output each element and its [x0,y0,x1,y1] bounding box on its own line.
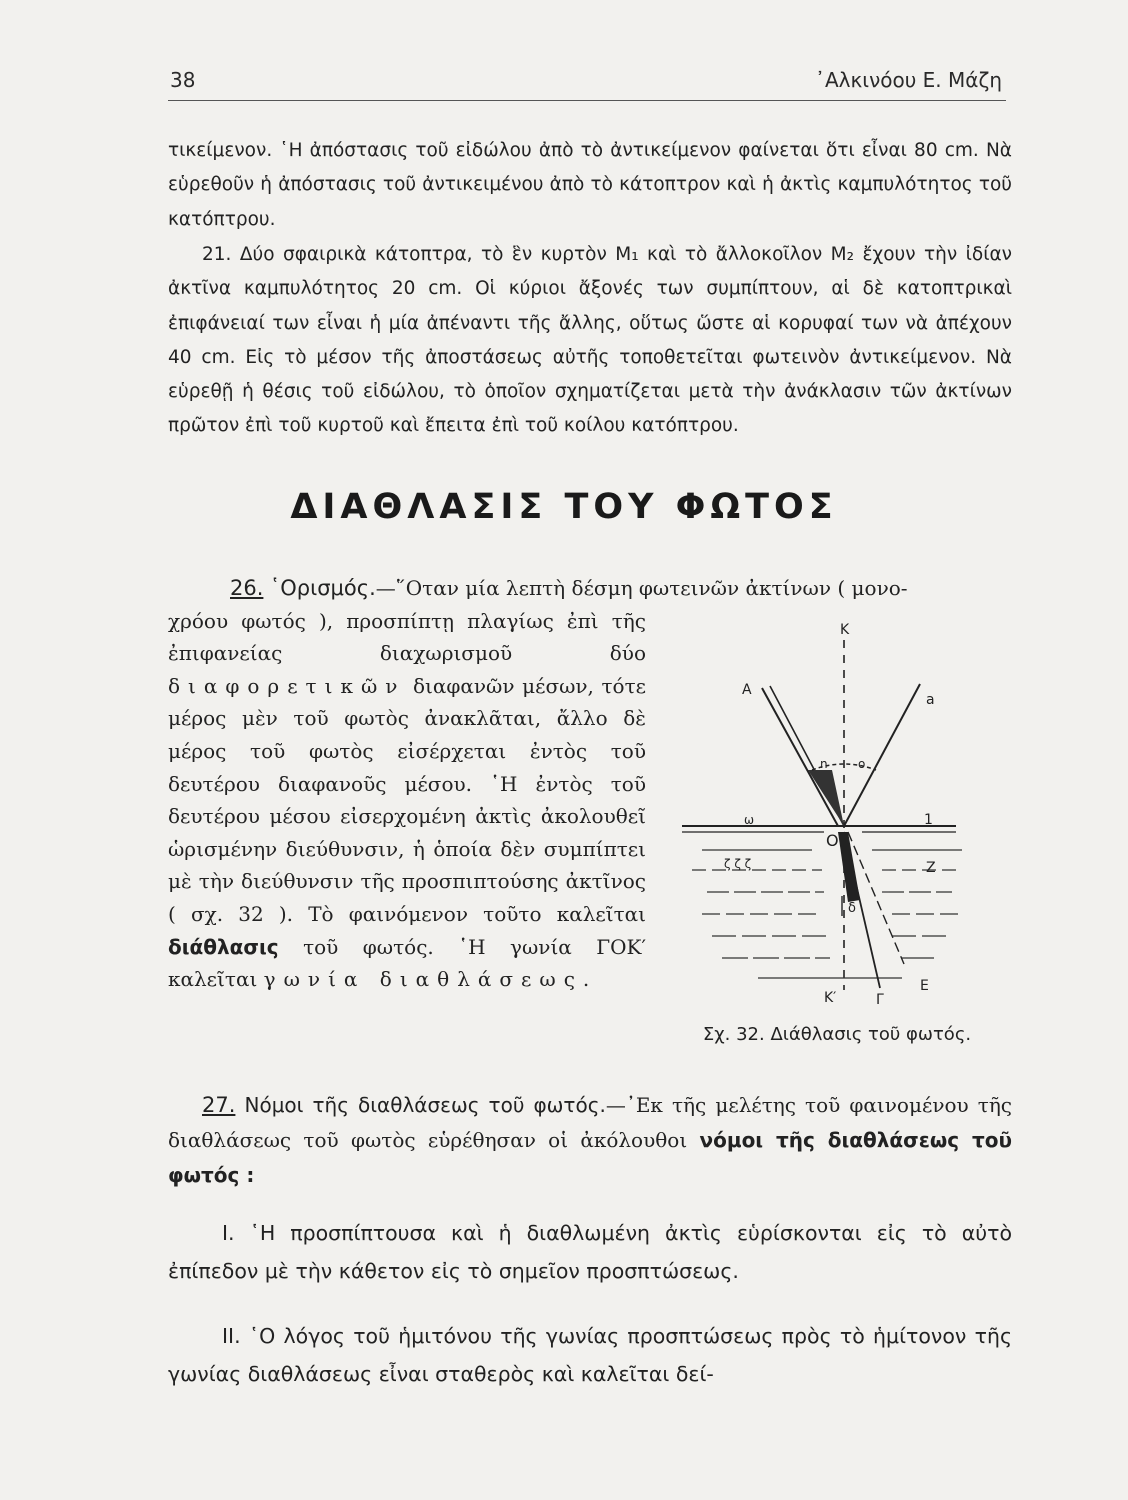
label-one: 1 [924,812,933,828]
section-27-title: Νόμοι τῆς διαθλάσεως τοῦ φωτός. [244,1093,606,1117]
refracted-beam-wedge [838,832,860,902]
label-omega: ω [744,813,755,827]
refraction-diagram [662,620,1012,1020]
page-header [168,66,1006,101]
label-point-o: O [826,831,839,850]
label-a-lower: a [926,692,935,708]
label-surface: ζ ζ ζ [724,857,752,871]
spaced-term-refraction-angle: γωνία διαθλάσεως. [263,967,598,992]
section-27-text: —᾿Εκ τῆς μελέτης τοῦ φαινομένου τῆς διαθλάσεως τοῦ φωτὸς εὑρέθησαν οἱ ἀκόλουθοι [168,1093,1013,1152]
label-n: n [820,757,828,771]
label-gamma: Γ [876,992,884,1008]
section-26-body [168,605,646,996]
spaced-term-different: διαφορετικῶν [168,673,406,698]
problem-21: 21. Δύο σφαιρικὰ κάτοπτρα, τὸ ἓν κυρτὸν M₁ καὶ τὸ ἄλλοκοῖλον M₂ ἔχουν τὴν ἰδίαν ἀκτῖνα καμπυλότητος 20 cm. Οἱ κύριοι ἄξονές των συμπίπτουν, αἱ δὲ κατοπτρικαὶ ἐπιφάνειαί των εἶναι ἡ μία ἀπέναντι τῆς ἄλλης, οὕτως ὥστε αἱ κορυφαί των νὰ ἀπέχουν 40 cm. Εἰς τὸ μέσον τῆς ἀποστάσεως αὐτῆς τοποθετεῖται φωτεινὸν ἀντικείμενον. Νὰ εὑρεθῇ ἡ θέσις τοῦ εἰδώλου, τὸ ὁποῖον σχηματίζεται μετὰ τὴν ἀνάκλασιν τῶν ἀκτίνων πρῶτον ἐπὶ τοῦ κυρτοῦ καὶ ἔπειτα ἐπὶ τοῦ κοίλου κατόπτρου. [168,244,1012,437]
section-26-text-b: διαφανῶν μέσων, τότε μέρος μὲν τοῦ φωτὸς ἀνακλᾶται, ἄλλο δὲ μέρος τοῦ φωτὸς εἰσέρχεται ἐντὸς τοῦ δευτέρου διαφανοῦς μέσου. ῾Η ἐντὸς τοῦ δευτέρου μέσου εἰσερχομένη ἀκτὶς ἀκολουθεῖ ὡρισμένην διεύθυνσιν, ἡ ὁποία δὲν συμπίπτει μὲ τὴν διεύθυνσιν τῆς προσπιπτούσης ἀκτῖνος ( σχ. 32 ). Τὸ φαινόμενον τοῦτο καλεῖται [168,673,647,926]
figure-labels [724,622,936,1008]
chapter-heading: ΔΙΑΘΛΑΣΙΣ ΤΟΥ ΦΩΤΟΣ [290,487,838,527]
previous-problem-end: τικείμενον. ῾Η ἀπόστασις τοῦ εἰδώλου ἀπὸ τὸ ἀντικείμενον φαίνεται ὅτι εἶναι 80 cm. Νὰ εὑρεθοῦν ἡ ἀπόστασις τοῦ ἀντικειμένου ἀπὸ τὸ κάτοπτρον καὶ ἡ ἀκτὶς καμπυλότητος τοῦ κατόπτρου. [168,140,1012,230]
incident-beam-wedge [808,770,844,826]
label-delta: δ [848,901,856,916]
label-k-top: K [840,622,850,638]
label-zeta: Ζ [926,860,936,876]
figure-32 [662,620,1012,1060]
section-26-text-c: τοῦ φωτός. ῾Η γωνία ΓΟΚ′ καλεῖται [168,934,647,992]
section-26-text-a: χρόου φωτός ), προσπίπτῃ πλαγίως ἐπὶ τῆς ἐπιφανείας διαχωρισμοῦ δύο [168,608,646,666]
section-26-title: ῾Ορισμός. [269,576,376,600]
law-1: I. ῾Η προσπίπτουσα καὶ ἡ διαθλωμένη ἀκτὶς εὑρίσκονται εἰς τὸ αὐτὸ ἐπίπεδον μὲ τὴν κάθετον εἰς τὸ σημεῖον προσπτώσεως. [168,1221,1012,1283]
figure-caption: Σχ. 32. Διάθλασις τοῦ φωτός. [702,1024,972,1045]
label-a-upper: A [742,682,752,698]
running-author: ᾿Αλκινόου Ε. Μάζη [815,68,1002,92]
section-27-bold: νόμοι τῆς διαθλάσεως τοῦ φωτός : [168,1128,1013,1187]
label-o: o [858,757,866,771]
page-number: 38 [170,68,196,92]
label-k-prime: K′ [824,990,837,1006]
section-26-first-line-text: —῞Οταν μία λεπτὴ δέσμη φωτεινῶν ἀκτίνων ( μονο- [375,576,908,600]
section-26-first-line [168,572,1012,605]
law-2: II. ῾Ο λόγος τοῦ ἡμιτόνου τῆς γωνίας προσπτώσεως πρὸς τὸ ἡμίτονον τῆς γωνίας διαθλάσεως εἶναι σταθερὸς καὶ καλεῖται δεί- [168,1324,1012,1386]
section-26-number: 26. [230,576,264,600]
section-27-number: 27. [202,1093,236,1117]
bold-term-refraction: διάθλασις [168,934,279,959]
label-e: E [920,978,929,994]
reflected-ray [844,684,920,826]
section-27 [168,1088,1012,1193]
